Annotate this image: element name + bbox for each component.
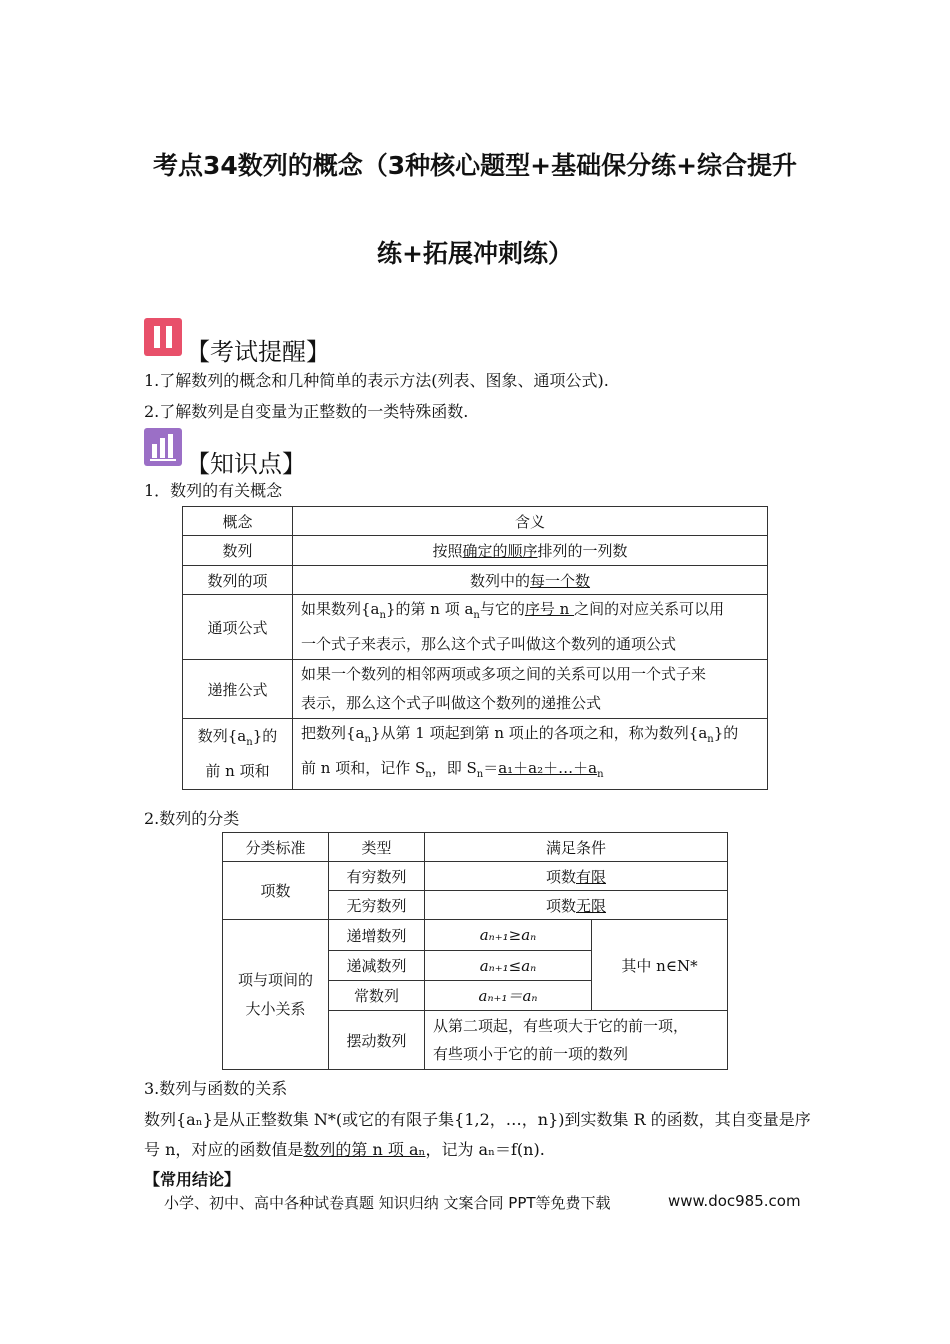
table-cell: 项与项间的 大小关系 [223,920,329,1070]
table-cell: 项数有限 [425,862,728,891]
table-cell: 摆动数列 [329,1011,425,1070]
table-cell: 有穷数列 [329,862,425,891]
exam-tip-1: 1.了解数列的概念和几种简单的表示方法(列表、图象、通项公式). [144,371,609,390]
table-cell: aₙ₊₁≥aₙ [425,920,592,951]
page-title-line1: 考点34数列的概念（3种核心题型+基础保分练+综合提升 [152,151,798,180]
section-1-title: 1．数列的有关概念 [144,481,283,500]
table-header: 类型 [329,833,425,862]
page-title-line2: 练+拓展冲刺练） [377,239,573,268]
table-cell: 其中 n∈N* [592,920,728,1011]
section-3-text-1: 数列{aₙ}是从正整数集 N*(或它的有限子集{1,2，…，n})到实数集 R 的函数，其自变量是序 [144,1110,811,1129]
section-3-text-2: 号 n，对应的函数值是数列的第 n 项 aₙ，记为 aₙ＝f(n). [144,1140,545,1159]
table-header: 分类标准 [223,833,329,862]
section-3-title: 3.数列与函数的关系 [144,1079,288,1098]
footer-url[interactable]: www.doc985.com [668,1192,801,1210]
table-cell: 如果数列$\{a_n\}$的第 n 项 $a_n$与它的序号 n 之间的对应关系可以用 一个式子来表示，那么这个式子叫做这个数列的通项公式 [293,595,768,660]
table-header: 概念 [183,507,293,536]
table-cell: 递增数列 [329,920,425,951]
common-conclusions-heading: 【常用结论】 [144,1170,241,1189]
table-cell: 数列$\{a_n\}$的 前 n 项和 [183,719,293,790]
table-cell: 把数列$\{a_n\}$从第 1 项起到第 n 项止的各项之和，称为数列$\{a_n\}$的 前 n 项和，记作 $S_n$，即 $S_n=a_1+a_2+\dots+a_n$ [293,719,768,790]
table-cell: aₙ₊₁＝aₙ [425,981,592,1011]
knowledge-heading: 【知识点】 [186,450,306,478]
table-cell: 数列 [183,536,293,566]
table-header: 满足条件 [425,833,728,862]
table-cell: 如果一个数列的相邻两项或多项之间的关系可以用一个式子来 表示，那么这个式子叫做这个数列的递推公式 [293,660,768,719]
exam-tip-2: 2.了解数列是自变量为正整数的一类特殊函数. [144,402,469,421]
classification-table [222,832,728,1070]
table-cell: 从第二项起，有些项大于它的前一项， 有些项小于它的前一项的数列 [425,1011,728,1070]
table-cell: 数列的项 [183,566,293,595]
table-cell: 项数无限 [425,891,728,920]
table-cell: 递推公式 [183,660,293,719]
table-cell: 通项公式 [183,595,293,660]
table-cell: 按照确定的顺序排列的一列数 [293,536,768,566]
table-cell: 数列中的每一个数 [293,566,768,595]
pause-bars-icon [144,318,182,356]
table-cell: 递减数列 [329,951,425,981]
table-cell: 项数 [223,862,329,920]
table-header: 含义 [293,507,768,536]
bar-chart-icon [144,428,182,466]
footer-text: 小学、初中、高中各种试卷真题 知识归纳 文案合同 PPT等免费下载 [164,1194,611,1212]
section-2-title: 2.数列的分类 [144,809,240,828]
table-cell: 无穷数列 [329,891,425,920]
concept-table [182,506,768,790]
exam-tips-heading: 【考试提醒】 [186,338,330,366]
table-cell: 常数列 [329,981,425,1011]
table-cell: aₙ₊₁≤aₙ [425,951,592,981]
